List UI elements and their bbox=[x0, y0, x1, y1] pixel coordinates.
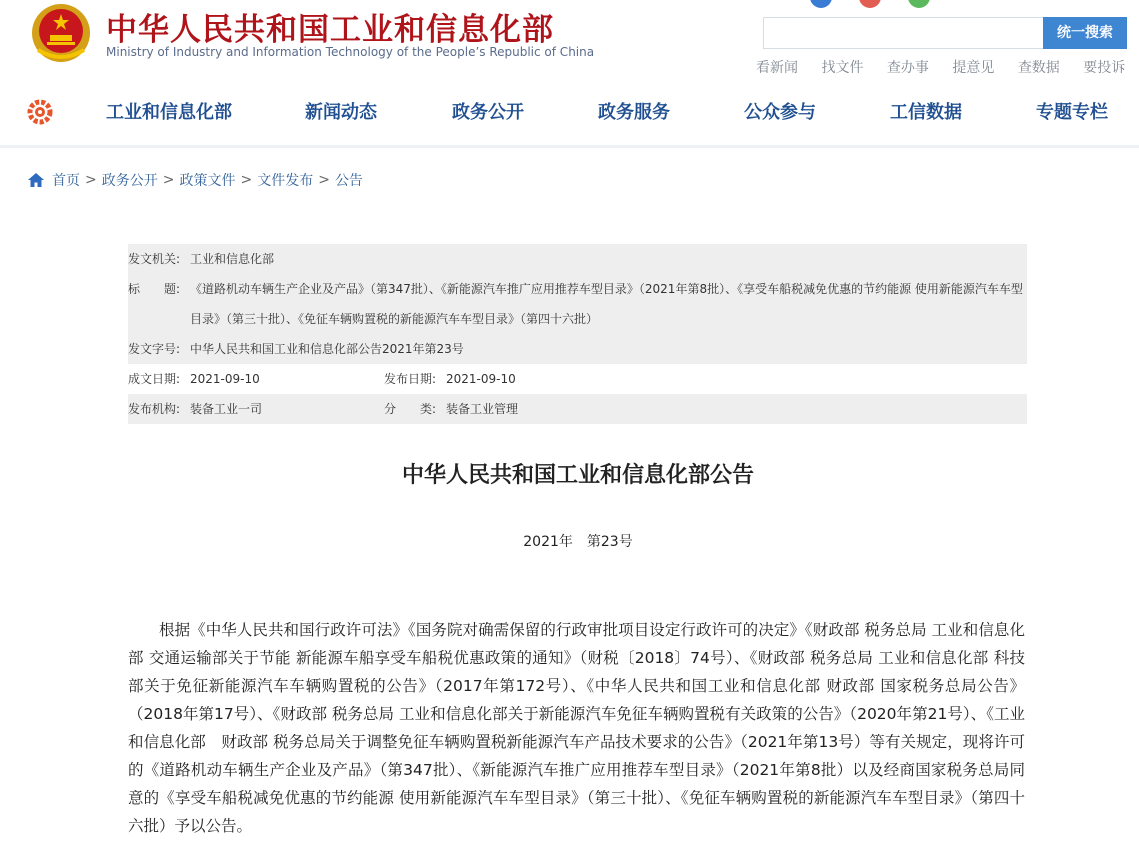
quick-link-complaint[interactable]: 要投诉 bbox=[1083, 60, 1126, 76]
site-title[interactable]: 中华人民共和国工业和信息化部 bbox=[106, 12, 554, 48]
nav-item-public-participation[interactable]: 公众参与 bbox=[744, 102, 816, 123]
title-label: 标 题: bbox=[128, 282, 181, 296]
search-button[interactable]: 统一搜索 bbox=[1043, 17, 1127, 49]
breadcrumb-separator: > bbox=[85, 172, 97, 188]
publish-date-label: 发布日期: bbox=[384, 372, 437, 386]
circle-icon-blue[interactable] bbox=[810, 0, 832, 8]
document-metadata-table bbox=[128, 244, 1027, 424]
quick-link-services[interactable]: 查办事 bbox=[886, 60, 929, 76]
category-label: 分 类: bbox=[384, 402, 437, 416]
quick-links bbox=[756, 57, 1139, 77]
top-icons bbox=[810, 0, 952, 12]
quick-link-news[interactable]: 看新闻 bbox=[756, 60, 798, 76]
breadcrumb-announcement[interactable]: 公告 bbox=[334, 173, 363, 189]
meta-row-doc-number bbox=[128, 334, 1027, 364]
breadcrumb-policy-documents[interactable]: 政策文件 bbox=[179, 173, 236, 189]
meta-row-org bbox=[128, 394, 1027, 424]
nav-item-miit[interactable]: 工业和信息化部 bbox=[106, 102, 232, 123]
breadcrumb-government-affairs[interactable]: 政务公开 bbox=[101, 173, 158, 189]
site-subtitle: Ministry of Industry and Information Technology of the People’s Republic of China bbox=[106, 45, 595, 59]
written-date-label: 成文日期: bbox=[128, 372, 181, 386]
circle-icon-green[interactable] bbox=[908, 0, 930, 8]
quick-link-feedback[interactable]: 提意见 bbox=[952, 60, 995, 76]
national-emblem-icon[interactable] bbox=[30, 2, 92, 64]
doc-number-value: 中华人民共和国工业和信息化部公告2021年第23号 bbox=[190, 342, 464, 356]
written-date-value: 2021-09-10 bbox=[190, 372, 260, 386]
publish-date-value: 2021-09-10 bbox=[446, 372, 516, 386]
article-body: 根据《中华人民共和国行政许可法》《国务院对确需保留的行政审批项目设定行政许可的决定》《财政部 税务总局 工业和信息化部 交通运输部关于节能 新能源车船享受车船税优惠政策的通知》（财税〔2018〕74号）、《财政部 税务总局 工业和信息化部 科技部关于免征新能源汽车车辆购置税的公告》（2017年第172号）、《中华人民共和国工业和信息化部 财政部 国家税务总局公告》（2018年第17号）、《财政部 税务总局 工业和信息化部关于新能源汽车免征车辆购置税有关政策的公告》（2020年第21号）、《工业和信息化部 财政部 税务总局关于调整免征车辆购置税新能源汽车产品技术要求的公告》（2021年第13号）等有关规定，现将许可的《道路机动车辆生产企业及产品》（第347批）、《新能源汽车推广应用推荐车型目录》（2021年第8批）以及经商国家税务总局同意的《享受车船税减免优惠的节约能源 使用新能源汽车车型目录》（第三十批）、《免征车辆购置税的新能源汽车车型目录》（第四十六批）予以公告。 bbox=[128, 621, 1025, 835]
nav-item-services[interactable]: 政务服务 bbox=[598, 102, 670, 123]
org-value: 装备工业一司 bbox=[190, 402, 263, 416]
breadcrumb-separator: > bbox=[240, 172, 253, 188]
article-number: 2021年 第23号 bbox=[523, 534, 633, 550]
quick-link-files[interactable]: 找文件 bbox=[821, 60, 864, 76]
nav-item-government-affairs[interactable]: 政务公开 bbox=[452, 102, 524, 123]
meta-row-title bbox=[128, 274, 1027, 334]
search-input[interactable] bbox=[763, 17, 1045, 49]
nav-item-data[interactable]: 工信数据 bbox=[890, 102, 962, 123]
breadcrumb-separator: > bbox=[162, 172, 175, 188]
nav-item-topics[interactable]: 专题专栏 bbox=[1036, 102, 1108, 123]
issuer-value: 工业和信息化部 bbox=[190, 252, 275, 266]
breadcrumb-separator: > bbox=[318, 172, 330, 188]
article-title: 中华人民共和国工业和信息化部公告 bbox=[401, 463, 754, 488]
home-icon bbox=[28, 173, 44, 187]
title-value: 《道路机动车辆生产企业及产品》（第347批）、《新能源汽车推广应用推荐车型目录》（2021年第8批）、《享受车船税减免优惠的节约能源 使用新能源汽车车型目录》（第三十批）、《免征车辆购置税的新能源汽车车型目录》（第四十六批） bbox=[190, 282, 1023, 326]
meta-row-dates bbox=[128, 364, 1027, 394]
category-value: 装备工业管理 bbox=[446, 402, 519, 416]
site-header bbox=[0, 0, 1139, 148]
nav-item-news[interactable]: 新闻动态 bbox=[305, 102, 377, 123]
breadcrumb-file-release[interactable]: 文件发布 bbox=[257, 173, 314, 189]
meta-row-issuer bbox=[128, 244, 1027, 274]
circle-icon-red[interactable] bbox=[859, 0, 881, 8]
breadcrumb-home[interactable]: 首页 bbox=[52, 173, 80, 189]
main-nav bbox=[0, 98, 1139, 128]
org-label: 发布机构: bbox=[128, 402, 181, 416]
breadcrumb bbox=[28, 170, 363, 190]
issuer-label: 发文机关: bbox=[128, 252, 181, 266]
doc-number-label: 发文字号: bbox=[128, 342, 181, 356]
quick-link-data[interactable]: 查数据 bbox=[1017, 60, 1060, 76]
